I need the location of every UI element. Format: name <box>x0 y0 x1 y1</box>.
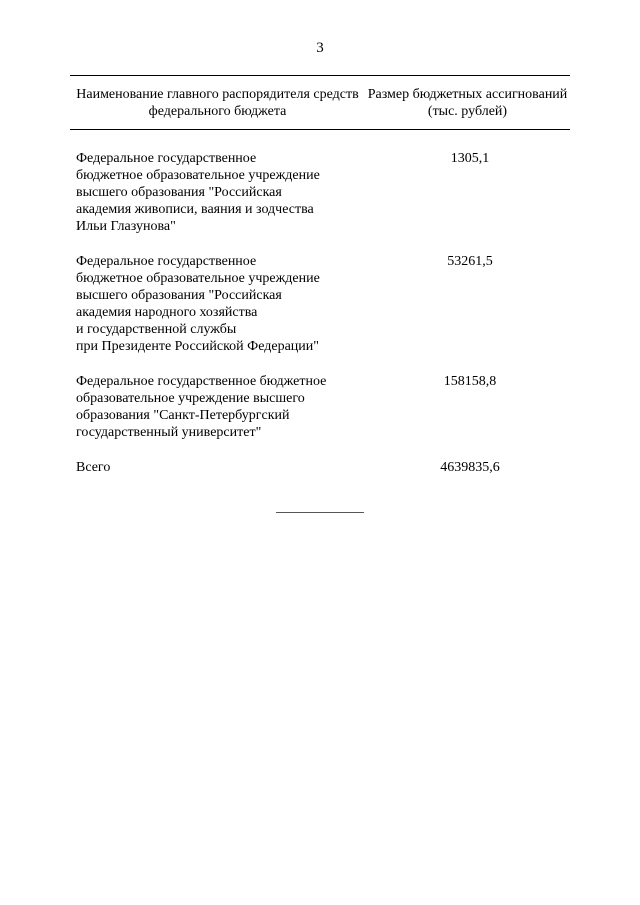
allocation-amount: 53261,5 <box>447 254 493 269</box>
table-header <box>70 75 570 130</box>
allocation-amount: 1305,1 <box>450 151 490 166</box>
budget-allocation-table <box>70 75 570 494</box>
table-row <box>70 150 570 235</box>
allocation-amount: 158158,8 <box>443 374 497 389</box>
end-of-document-rule <box>276 512 364 513</box>
total-label: Всего <box>76 460 111 475</box>
total-row <box>70 459 570 476</box>
table-row <box>70 373 570 441</box>
header-recipient-name: Наименование главного распорядителя средств федерального бюджета <box>76 86 359 119</box>
header-allocation-amount: Размер бюджетных ассигнований (тыс. рублей) <box>367 86 568 119</box>
total-amount: 4639835,6 <box>440 460 500 475</box>
table-body <box>70 130 570 476</box>
recipient-name: Федеральное государственное бюджетное образовательное учреждение высшего образования "Российская академия живописи, ваяния и зодчества Ильи Глазунова" <box>76 151 320 234</box>
recipient-name: Федеральное государственное бюджетное образовательное учреждение высшего образования "Санкт-Петербургский государственный университет" <box>76 374 327 440</box>
table-row <box>70 253 570 355</box>
recipient-name: Федеральное государственное бюджетное образовательное учреждение высшего образования "Российская академия народного хозяйства и государственной службы при Президенте Российской Федерации" <box>76 254 320 354</box>
page-number: 3 <box>316 40 324 56</box>
